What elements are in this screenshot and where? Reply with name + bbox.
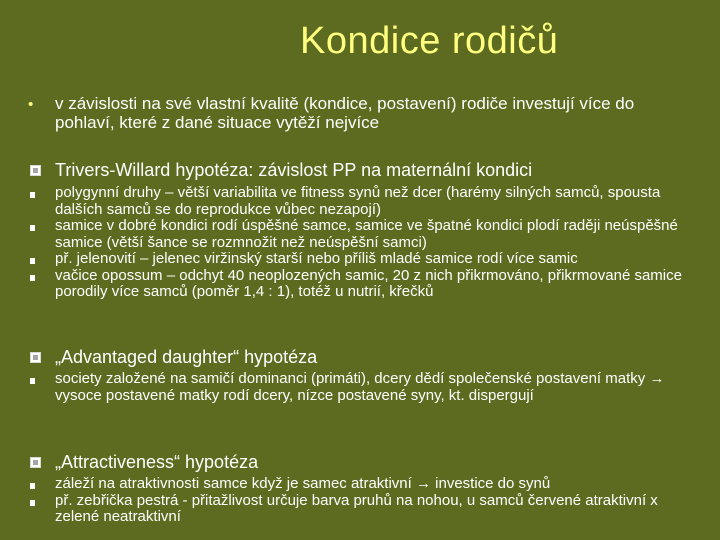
section-advantaged-daughter-items (0, 371, 720, 404)
intro-text: v závislosti na své vlastní kvalitě (kondice, postavení) rodiče investují více do pohlaví, které z dané situace vytěží nejvíce (55, 94, 635, 132)
section-heading: „Advantaged daughter“ hypotéza (55, 347, 318, 367)
section-attractiveness (0, 452, 720, 472)
intro-item (0, 94, 720, 132)
list-item (0, 268, 720, 301)
image-bullet-icon (30, 457, 41, 468)
square-bullet-icon (30, 500, 35, 506)
bullet-dot-icon: • (28, 96, 34, 113)
section-trivers-willard (0, 160, 720, 180)
section-heading: „Attractiveness“ hypotéza (55, 452, 259, 472)
list-item-text: society založené na samičí dominanci (primáti), dcery dědí společenské postavení matky → vysoce postavené matky rodí dcery, nízce postavené syny, kt. dispergují (55, 370, 665, 404)
square-bullet-icon (30, 378, 35, 384)
image-bullet-icon (30, 165, 41, 176)
section-trivers-willard-items (0, 185, 720, 301)
list-item (0, 218, 720, 251)
intro-block (0, 94, 720, 132)
square-bullet-icon (30, 275, 35, 281)
list-item-text: záleží na atraktivnosti samce když je samec atraktivní → investice do synů (55, 475, 551, 492)
list-item-text: polygynní druhy – větší variabilita ve fitness synů než dcer (harémy silných samců, spousta dalších samců se do reprodukce vůbec nezapojí) (55, 184, 661, 218)
square-bullet-icon (30, 192, 35, 198)
slide-title: Kondice rodičů (300, 20, 559, 62)
image-bullet-icon (30, 352, 41, 363)
list-item (0, 185, 720, 218)
list-item-text: vačice opossum – odchyt 40 neoplozených samic, 20 z nich přikrmováno, přikrmované samice porodily více samců (poměr 1,4 : 1), totéž u nutrií, křečků (55, 266, 682, 300)
section-heading-row (0, 160, 720, 180)
section-heading: Trivers-Willard hypotéza: závislost PP na maternální kondici (55, 160, 533, 180)
list-item (0, 371, 720, 404)
list-item (0, 476, 720, 493)
list-item (0, 493, 720, 526)
list-item-text: samice v dobré kondici rodí úspěšné samce, samice ve špatné kondici plodí raději neúspěšné samice (větší šance se rozmnožit než neúspěšní samci) (55, 217, 678, 251)
section-heading-row (0, 347, 720, 367)
section-heading-row (0, 452, 720, 472)
section-attractiveness-items (0, 476, 720, 526)
list-item-text: př. jelenovití – jelenec viržinský starší nebo příliš mladé samice rodí více samic (55, 250, 578, 267)
square-bullet-icon (30, 258, 35, 264)
square-bullet-icon (30, 225, 35, 231)
square-bullet-icon (30, 483, 35, 489)
list-item-text: př. zebřička pestrá - přitažlivost určuje barva pruhů na nohou, u samců červené atraktivní x zelené neatraktivní (55, 491, 658, 525)
list-item (0, 251, 720, 268)
section-advantaged-daughter (0, 347, 720, 367)
